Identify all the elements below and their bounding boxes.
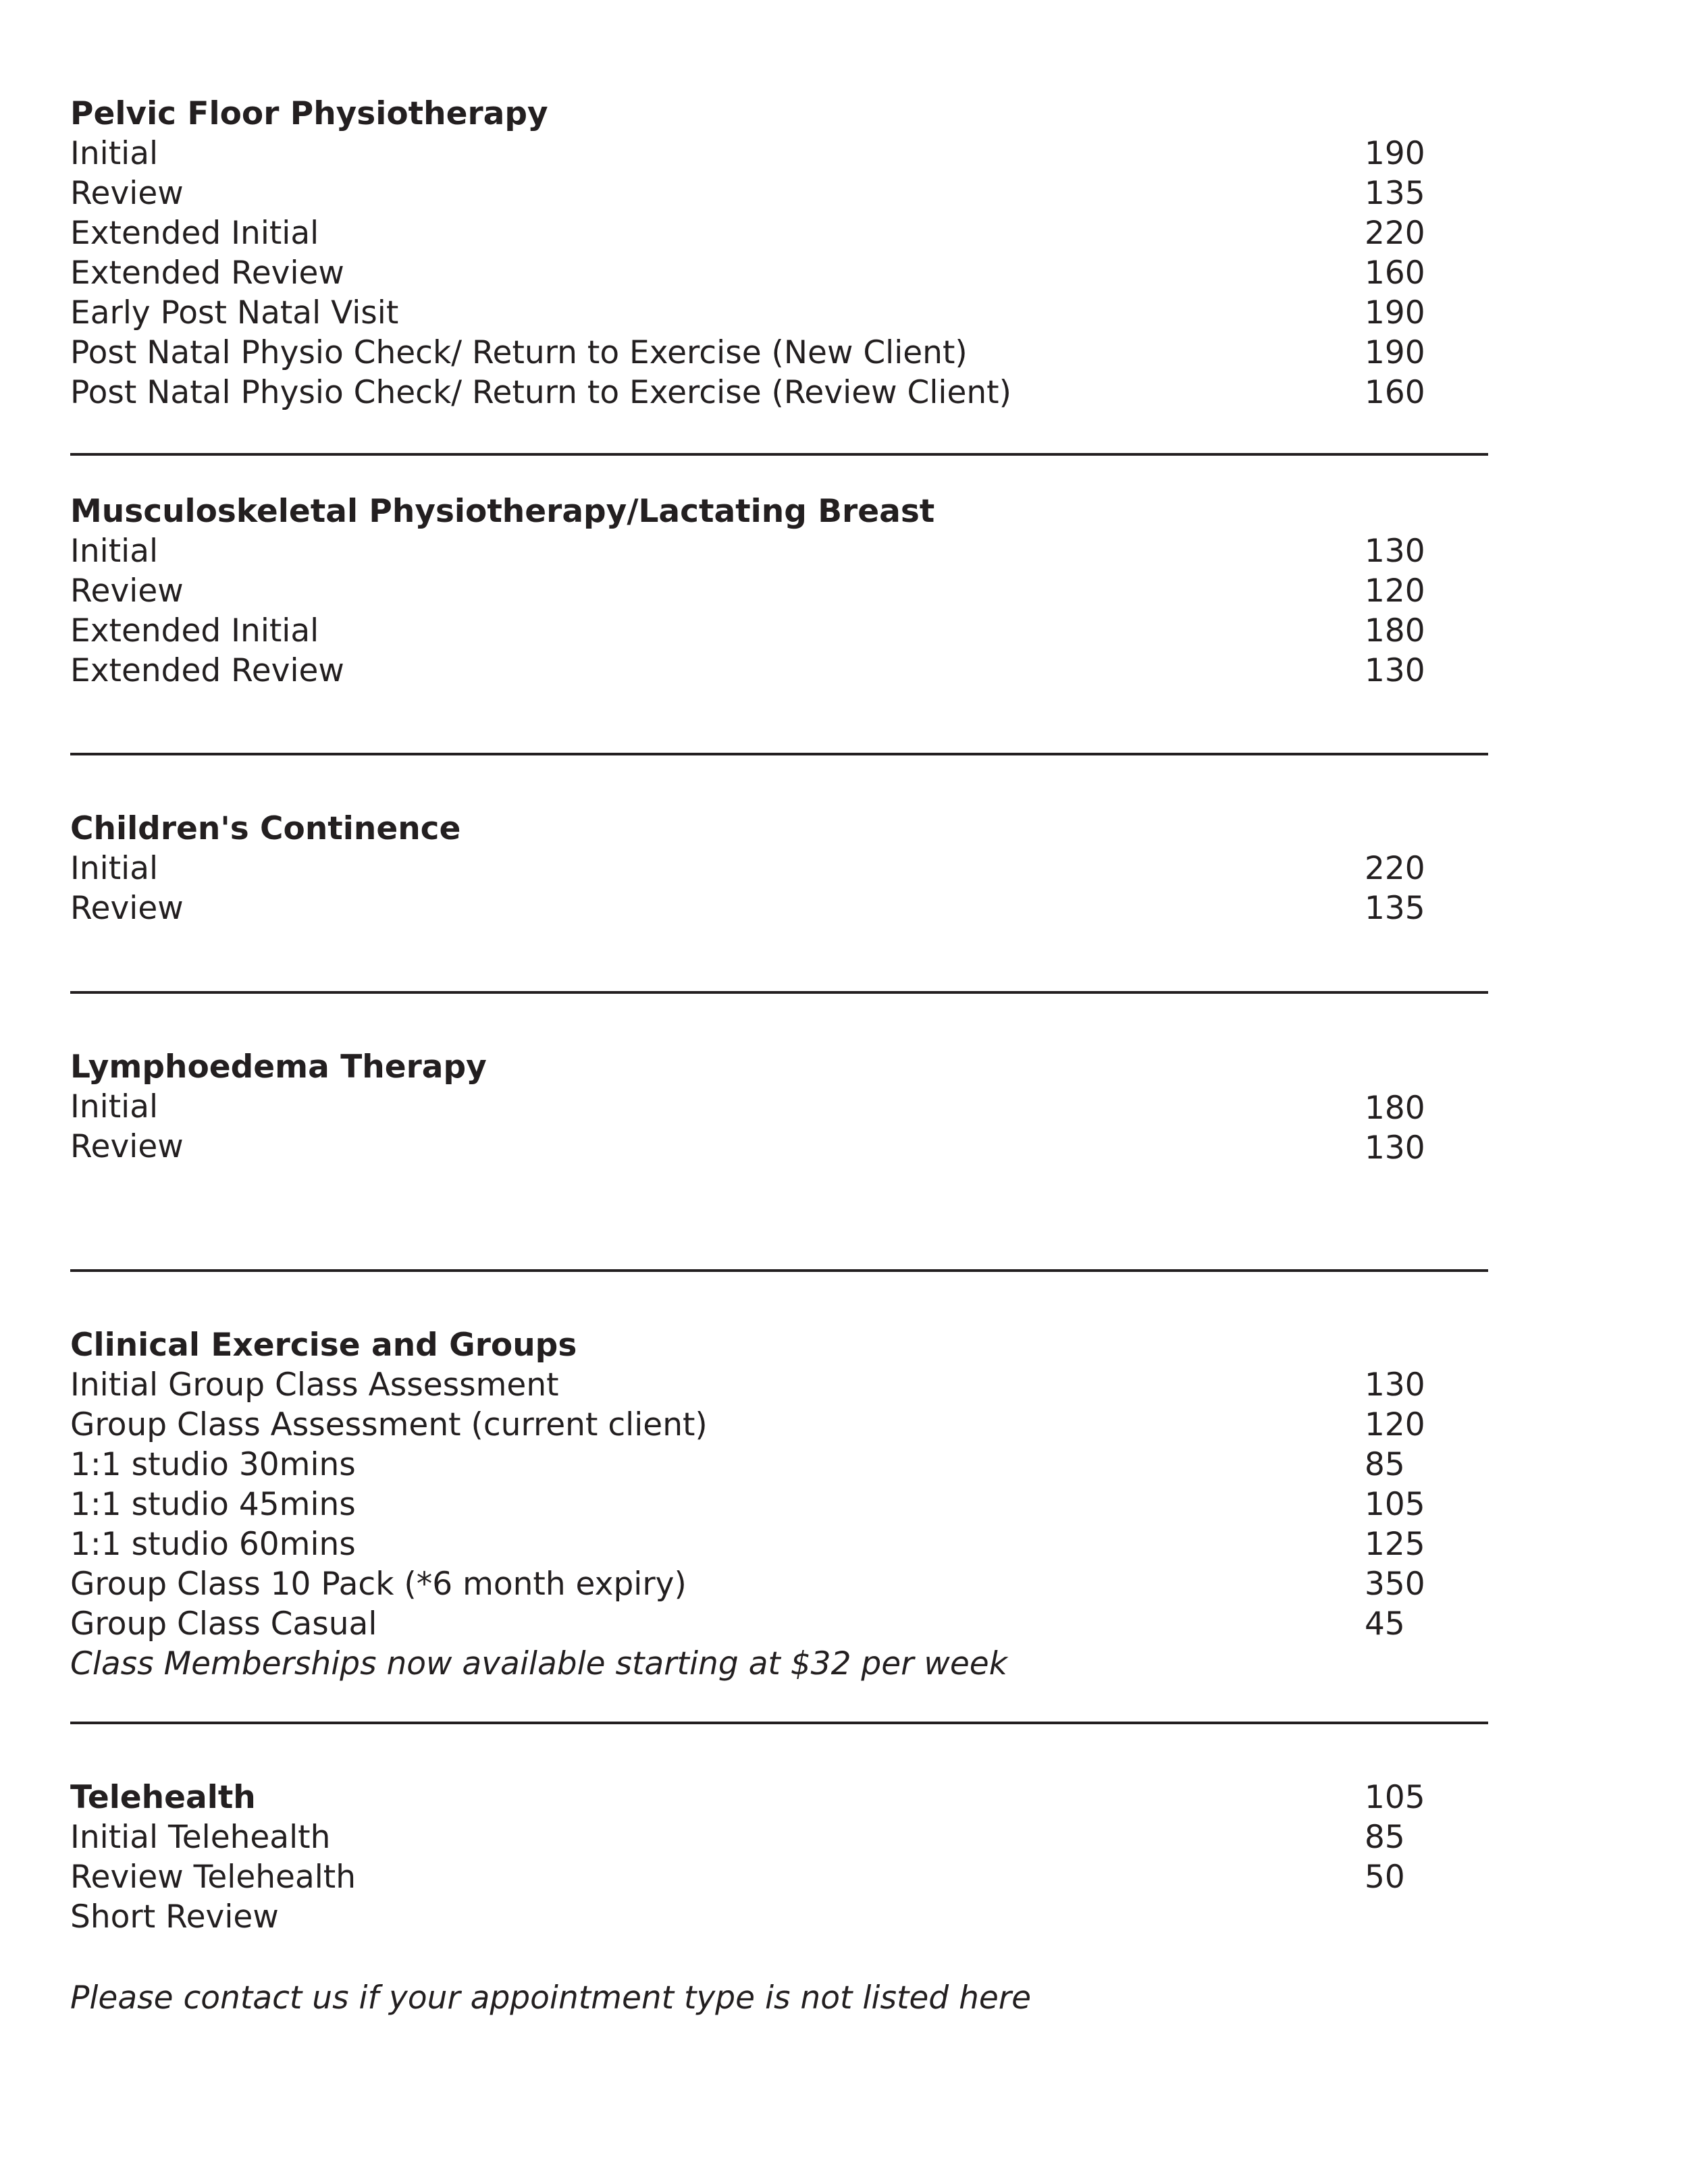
item-price: 105 [1365, 1779, 1425, 1816]
section-title: Telehealth [70, 1779, 256, 1816]
price-row [70, 254, 1488, 293]
price-row [70, 889, 1488, 928]
price-row [70, 1525, 1488, 1564]
section-divider [70, 1269, 1488, 1272]
price-row [70, 1818, 1488, 1857]
item-price: 85 [1365, 1819, 1405, 1856]
price-row [70, 532, 1488, 571]
item-price: 160 [1365, 255, 1425, 292]
item-label: Initial [70, 850, 159, 887]
item-label: 1:1 studio 30mins [70, 1446, 356, 1483]
item-label: Extended Initial [70, 215, 319, 252]
price-row [70, 334, 1488, 373]
item-price: 120 [1365, 1406, 1425, 1443]
section-divider [70, 453, 1488, 456]
item-label: Extended Initial [70, 612, 319, 649]
item-price: 190 [1365, 135, 1425, 172]
price-row [70, 294, 1488, 333]
item-label: Review [70, 890, 184, 927]
item-price: 130 [1365, 652, 1425, 689]
item-price: 180 [1365, 612, 1425, 649]
item-label: Review [70, 572, 184, 610]
item-label: Initial [70, 533, 159, 570]
item-price: 50 [1365, 1859, 1405, 1896]
price-row [70, 1485, 1488, 1524]
item-price: 105 [1365, 1486, 1425, 1523]
section-divider [70, 991, 1488, 994]
item-price: 120 [1365, 572, 1425, 610]
item-label: Post Natal Physio Check/ Return to Exercise (New Client) [70, 334, 968, 371]
price-row [70, 1858, 1488, 1897]
item-price: 125 [1365, 1526, 1425, 1563]
item-label: Group Class Assessment (current client) [70, 1406, 708, 1443]
item-price: 130 [1365, 533, 1425, 570]
item-price: 130 [1365, 1366, 1425, 1404]
section-title: Lymphoedema Therapy [70, 1048, 487, 1086]
price-row [70, 134, 1488, 174]
contact-note: Please contact us if your appointment type is not listed here [70, 1979, 1032, 2017]
item-label: Initial Telehealth [70, 1819, 331, 1856]
item-label: Initial [70, 1088, 159, 1125]
price-row [70, 1088, 1488, 1127]
item-price: 85 [1365, 1446, 1405, 1483]
item-price: 130 [1365, 1129, 1425, 1167]
price-row [70, 1898, 1488, 1937]
item-label: 1:1 studio 60mins [70, 1526, 356, 1563]
price-row [70, 1778, 1488, 1817]
price-row [70, 1445, 1488, 1485]
section-title: Clinical Exercise and Groups [70, 1327, 577, 1364]
item-price: 45 [1365, 1605, 1405, 1643]
item-label: Review Telehealth [70, 1859, 357, 1896]
item-price: 190 [1365, 294, 1425, 331]
item-label: Extended Review [70, 255, 344, 292]
price-row [70, 1605, 1488, 1644]
section-title: Children's Continence [70, 810, 461, 847]
item-price: 190 [1365, 334, 1425, 371]
item-price: 180 [1365, 1090, 1425, 1127]
price-row [70, 174, 1488, 213]
item-price: 135 [1365, 890, 1425, 927]
price-row [70, 1406, 1488, 1445]
item-label: Post Natal Physio Check/ Return to Exercise (Review Client) [70, 374, 1011, 411]
item-label: Initial Group Class Assessment [70, 1366, 559, 1404]
item-label: Review [70, 1128, 184, 1165]
item-label: Review [70, 175, 184, 212]
item-price: 350 [1365, 1566, 1425, 1603]
item-label: Group Class Casual [70, 1605, 377, 1643]
item-label: Short Review [70, 1898, 279, 1936]
item-price: 160 [1365, 374, 1425, 411]
item-label: 1:1 studio 45mins [70, 1486, 356, 1523]
item-label: Group Class 10 Pack (*6 month expiry) [70, 1566, 687, 1603]
item-price: 135 [1365, 175, 1425, 212]
item-price: 220 [1365, 215, 1425, 252]
item-label: Early Post Natal Visit [70, 294, 399, 331]
item-label: Extended Review [70, 652, 344, 689]
item-price: 220 [1365, 850, 1425, 887]
section-title: Musculoskeletal Physiotherapy/Lactating Breast [70, 493, 935, 530]
price-row [70, 1366, 1488, 1405]
price-row [70, 1127, 1488, 1167]
section-title: Pelvic Floor Physiotherapy [70, 95, 548, 132]
price-row [70, 849, 1488, 888]
item-label: Initial [70, 135, 159, 172]
section-divider [70, 1722, 1488, 1724]
price-row [70, 612, 1488, 651]
price-row [70, 651, 1488, 691]
section-divider [70, 753, 1488, 755]
price-row [70, 1565, 1488, 1604]
price-row [70, 373, 1488, 412]
price-row [70, 214, 1488, 253]
membership-note: Class Memberships now available starting at $32 per week [70, 1645, 1007, 1682]
price-row [70, 572, 1488, 611]
